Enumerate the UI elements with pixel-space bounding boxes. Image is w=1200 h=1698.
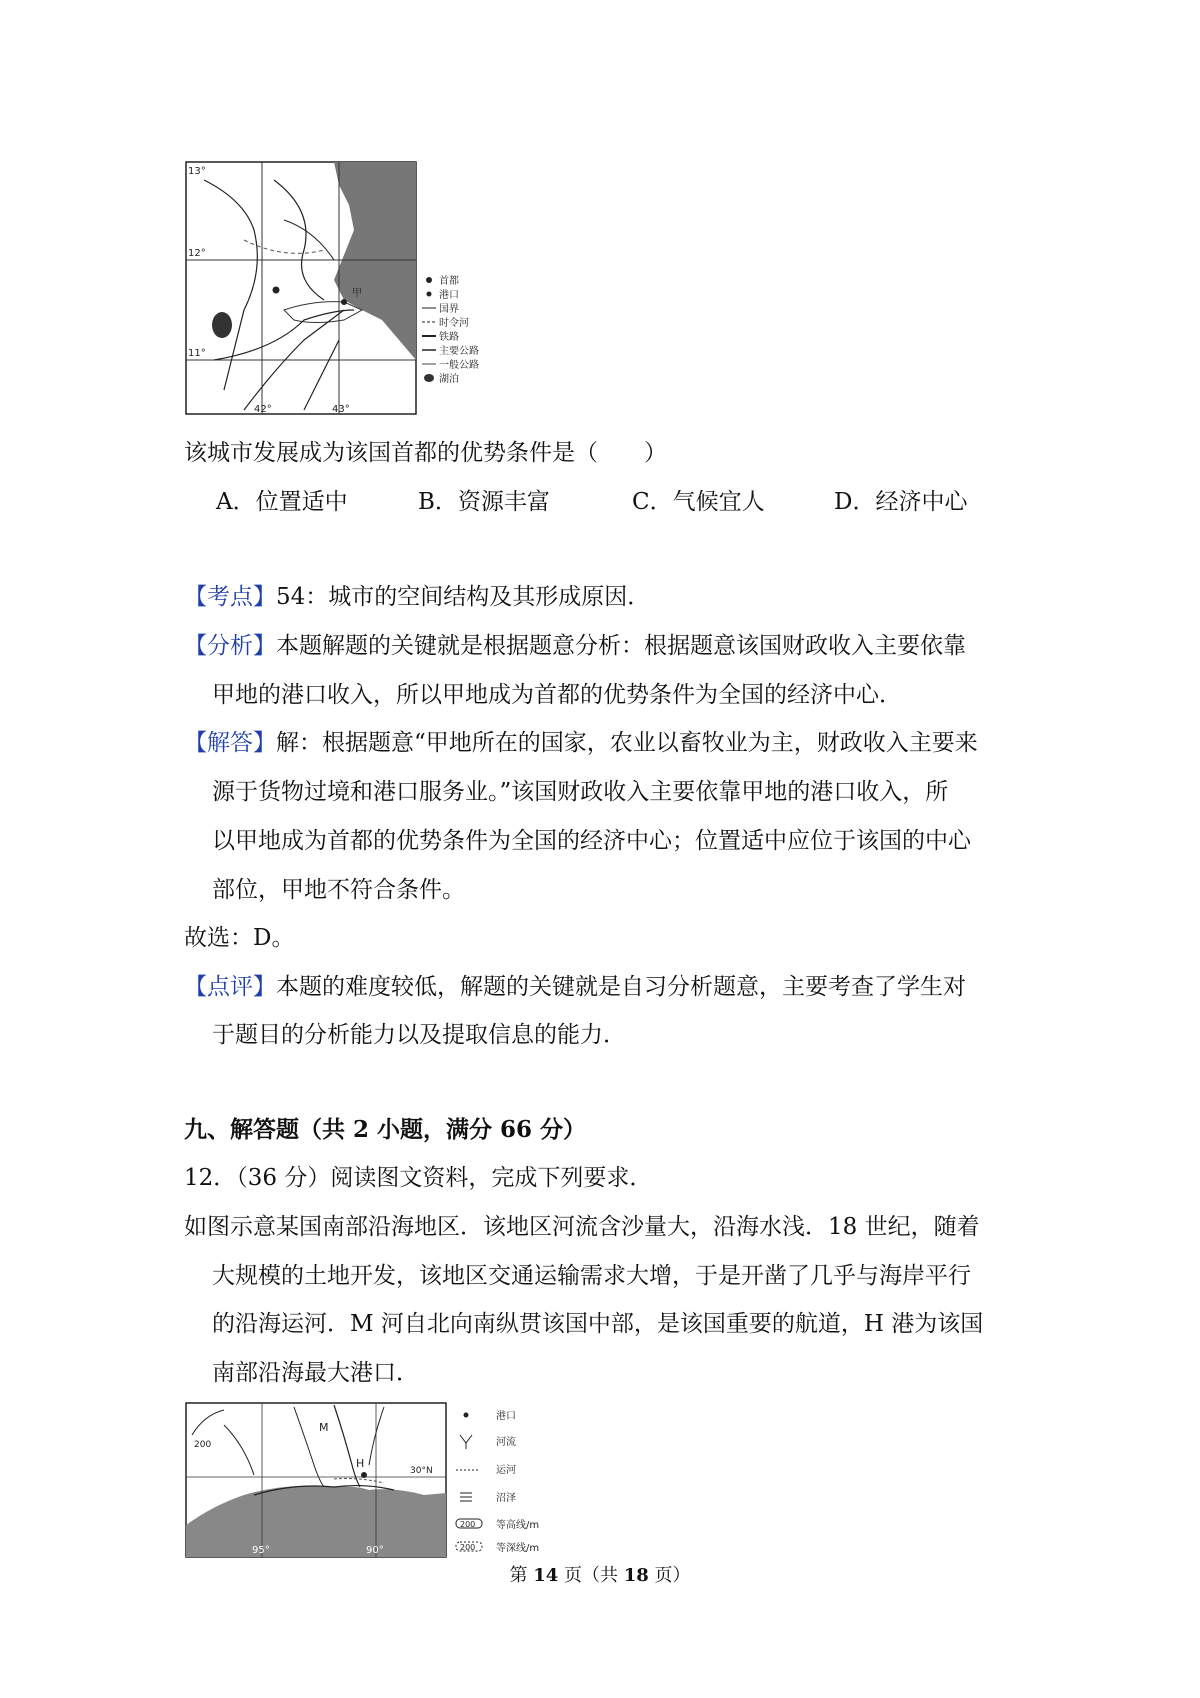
kaodian-text: 54：城市的空间结构及其形成原因．	[276, 584, 651, 610]
svg-text:港口: 港口	[496, 1411, 516, 1422]
dianping-tag: 【点评】	[184, 974, 276, 1000]
lat-label-11: 11°	[188, 348, 206, 359]
section-heading: 九、解答题（共 2 小题，满分 66 分）	[184, 1116, 587, 1143]
jieda-row-3: 以甲地成为首都的优势条件为全国的经济中心；位置适中应位于该国的中心	[212, 828, 971, 854]
port-symbol	[341, 299, 347, 305]
fenxi-tag: 【分析】	[184, 633, 276, 659]
lon-label-43: 43°	[332, 404, 350, 415]
map2-label-h: H	[356, 1457, 365, 1470]
svg-text:港口: 港口	[439, 290, 459, 301]
q12-line-2: 大规模的土地开发，该地区交通运输需求大增，于是开凿了几乎与海岸平行	[212, 1263, 971, 1289]
footer-total-pages: 18	[623, 1565, 649, 1586]
svg-text:运河: 运河	[496, 1465, 516, 1476]
svg-text:沼泽: 沼泽	[496, 1493, 516, 1504]
footer-prefix: 第	[509, 1565, 528, 1586]
svg-text:首都: 首都	[439, 276, 459, 287]
map1-label-jia: 甲	[352, 288, 362, 299]
svg-text:一般公路: 一般公路	[439, 360, 479, 371]
guxuan-row: 故选：D。	[184, 925, 295, 951]
svg-text:200: 200	[460, 1543, 476, 1552]
dianping-row-2: 于题目的分析能力以及提取信息的能力．	[212, 1022, 626, 1048]
fenxi-row-2: 甲地的港口收入，所以甲地成为首都的优势条件为全国的经济中心．	[212, 682, 902, 708]
lon-label-42: 42°	[254, 404, 272, 415]
option-b: B．资源丰富	[418, 489, 550, 515]
dianping-row-1	[184, 972, 966, 1002]
footer-page-number: 14	[533, 1565, 559, 1586]
svg-text:国界: 国界	[439, 304, 459, 315]
option-c: C．气候宜人	[632, 489, 765, 515]
svg-text:主要公路: 主要公路	[439, 346, 479, 357]
map-figure-1	[184, 160, 500, 418]
svg-text:等深线/m: 等深线/m	[496, 1543, 540, 1554]
q12-line-4: 南部沿海最大港口．	[212, 1360, 419, 1386]
svg-text:时令河: 时令河	[439, 318, 469, 329]
q12-intro: 12．（36 分）阅读图文资料，完成下列要求．	[184, 1165, 653, 1191]
svg-text:200: 200	[460, 1520, 476, 1529]
q12-line-3: 的沿海运河．M 河自北向南纵贯该国中部，是该国重要的航道，H 港为该国	[212, 1311, 984, 1337]
map2-label-lon-95: 95°	[252, 1545, 270, 1556]
lat-label-13: 13°	[188, 166, 206, 177]
fenxi-text-1: 本题解题的关键就是根据题意分析：根据题意该国财政收入主要依靠	[276, 633, 966, 659]
jieda-tag: 【解答】	[184, 730, 276, 756]
svg-text:铁路: 铁路	[439, 332, 459, 343]
lat-label-12: 12°	[188, 248, 206, 259]
kaodian-row	[184, 582, 650, 612]
fenxi-row-1	[184, 631, 966, 661]
map2-label-m: M	[319, 1421, 329, 1434]
lake-symbol	[212, 312, 232, 338]
footer-mid: 页（共	[564, 1565, 618, 1586]
option-a: A．位置适中	[216, 489, 348, 515]
svg-text:湖泊: 湖泊	[439, 374, 459, 385]
q12-line-1: 如图示意某国南部沿海地区．该地区河流含沙量大，沿海水浅．18 世纪，随着	[184, 1214, 980, 1240]
map2-label-lat: 30°N	[410, 1466, 433, 1476]
jieda-row-2: 源于货物过境和港口服务业。”该国财政收入主要依靠甲地的港口收入，所	[212, 779, 949, 805]
jieda-row-1	[184, 728, 978, 758]
jieda-text-1: 解：根据题意“甲地所在的国家，农业以畜牧业为主，财政收入主要来	[276, 730, 978, 756]
question-stem: 该城市发展成为该国首都的优势条件是（ ）	[184, 440, 667, 466]
jieda-row-4: 部位，甲地不符合条件。	[212, 877, 465, 903]
svg-text:等高线/m: 等高线/m	[496, 1520, 540, 1531]
map2-label-lon-90: 90°	[366, 1545, 384, 1556]
port-h-symbol	[361, 1472, 367, 1478]
capital-symbol	[273, 287, 280, 294]
dianping-text-1: 本题的难度较低，解题的关键就是自习分析题意，主要考查了学生对	[276, 974, 966, 1000]
map-figure-2	[184, 1395, 576, 1561]
footer-suffix: 页）	[654, 1565, 691, 1586]
kaodian-tag: 【考点】	[184, 584, 276, 610]
page-footer	[0, 1564, 1200, 1588]
svg-text:河流: 河流	[496, 1437, 516, 1448]
map2-label-contour: 200	[194, 1440, 212, 1450]
option-d: D．经济中心	[834, 489, 968, 515]
